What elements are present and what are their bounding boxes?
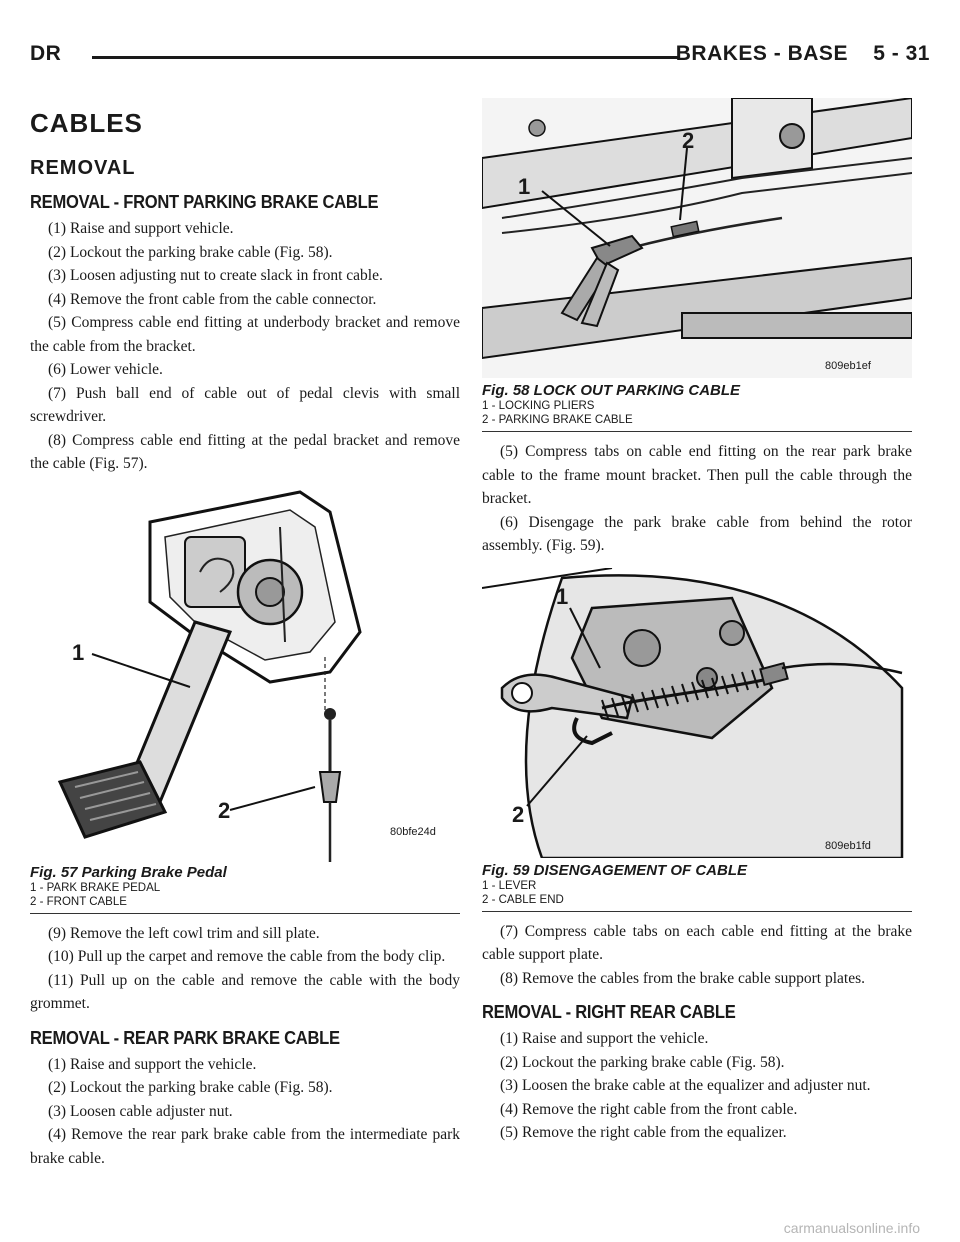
page-header — [30, 40, 930, 70]
step: (5) Compress cable end fitting at underbody bracket and remove the cable from the bracket. — [30, 314, 460, 355]
step: (9) Remove the left cowl trim and sill plate. — [48, 924, 320, 942]
subsection-heading-right-rear: REMOVAL - RIGHT REAR CABLE — [482, 1002, 736, 1022]
subsection-heading-front: REMOVAL - FRONT PARKING BRAKE CABLE — [30, 192, 379, 212]
step: (7) Push ball end of cable out of pedal clevis with small screwdriver. — [30, 384, 460, 425]
step: (6) Disengage the park brake cable from behind the rotor assembly. (Fig. 59). — [482, 513, 912, 554]
step: (1) Raise and support vehicle. — [48, 220, 234, 237]
steps-front — [30, 217, 460, 476]
steps-rear — [30, 1053, 460, 1171]
callout-1: 1 — [518, 174, 531, 199]
legend-item: 2 - CABLE END — [482, 893, 564, 906]
legend-item: 1 - LOCKING PLIERS — [482, 400, 595, 412]
step: (5) Compress tabs on cable end fitting on the rear park brake cable to the frame mount bracket. Then pull the cable through the bracket. — [482, 443, 912, 507]
figure-58 — [482, 98, 912, 378]
legend-item: 1 - PARK BRAKE PEDAL — [30, 881, 161, 894]
legend-item: 2 - PARKING BRAKE CABLE — [482, 414, 633, 426]
figure-legend — [482, 879, 912, 912]
right-column — [482, 98, 912, 1145]
figure-legend — [30, 881, 460, 914]
callout-1: 1 — [72, 639, 85, 665]
callout-2: 2 — [682, 128, 695, 153]
callout-2: 2 — [218, 797, 231, 823]
step: (6) Lower vehicle. — [48, 361, 163, 378]
step: (3) Loosen the brake cable at the equalizer and adjuster nut. — [500, 1077, 871, 1094]
figure-caption: Fig. 58 LOCK OUT PARKING CABLE — [482, 382, 741, 399]
steps-rear-continued — [482, 440, 912, 558]
callout-1: 1 — [556, 583, 569, 609]
lock-out-parking-cable-illustration — [482, 98, 912, 378]
figure-legend — [482, 399, 912, 432]
figure-57 — [30, 482, 460, 862]
left-column — [30, 100, 460, 1170]
steps-rear-final — [482, 920, 912, 991]
parking-brake-pedal-illustration — [30, 482, 460, 862]
step: (2) Lockout the parking brake cable (Fig. 58). — [500, 1053, 785, 1071]
step: (11) Pull up on the cable and remove the cable with the body grommet. — [30, 971, 460, 1012]
header-rule — [92, 56, 680, 59]
step: (4) Remove the front cable from the cable connector. — [48, 290, 377, 308]
figure-caption: Fig. 57 Parking Brake Pedal — [30, 863, 227, 881]
step: (2) Lockout the parking brake cable (Fig. 58). — [48, 1079, 333, 1096]
subsection-heading-rear: REMOVAL - REAR PARK BRAKE CABLE — [30, 1027, 340, 1048]
step: (2) Lockout the parking brake cable (Fig. 58). — [48, 243, 333, 261]
step: (4) Remove the right cable from the front cable. — [500, 1100, 798, 1118]
steps-front-continued — [30, 922, 460, 1016]
figure-code: 809eb1ef — [825, 360, 871, 372]
steps-right-rear — [482, 1027, 912, 1145]
page-title: CABLES — [30, 108, 143, 138]
header-model-code: DR — [30, 42, 62, 65]
figure-code: 80bfe24d — [390, 825, 436, 838]
step: (8) Remove the cables from the brake cable support plates. — [500, 969, 865, 987]
header-section-page: BRAKES - BASE 5 - 31 — [675, 42, 930, 65]
step: (10) Pull up the carpet and remove the cable from the body clip. — [48, 948, 446, 965]
step: (1) Raise and support the vehicle. — [500, 1030, 709, 1047]
figure-caption: Fig. 59 DISENGAGEMENT OF CABLE — [482, 861, 748, 879]
callout-2: 2 — [512, 801, 525, 827]
step: (8) Compress cable end fitting at the pedal bracket and remove the cable (Fig. 57). — [30, 431, 460, 472]
watermark: carmanualsonline.info — [783, 1220, 920, 1236]
step: (1) Raise and support the vehicle. — [48, 1055, 257, 1073]
step: (3) Loosen adjusting nut to create slack in front cable. — [48, 267, 383, 284]
legend-item: 2 - FRONT CABLE — [30, 895, 127, 908]
legend-item: 1 - LEVER — [482, 879, 537, 892]
figure-59 — [482, 568, 912, 858]
step: (3) Loosen cable adjuster nut. — [48, 1102, 233, 1120]
step: (4) Remove the rear park brake cable from the intermediate park brake cable. — [30, 1126, 460, 1167]
disengagement-of-cable-illustration — [482, 568, 912, 858]
step: (7) Compress cable tabs on each cable end fitting at the brake cable support plate. — [482, 922, 912, 963]
step: (5) Remove the right cable from the equalizer. — [500, 1124, 787, 1141]
section-heading: REMOVAL — [30, 157, 136, 179]
figure-code: 809eb1fd — [825, 839, 871, 852]
